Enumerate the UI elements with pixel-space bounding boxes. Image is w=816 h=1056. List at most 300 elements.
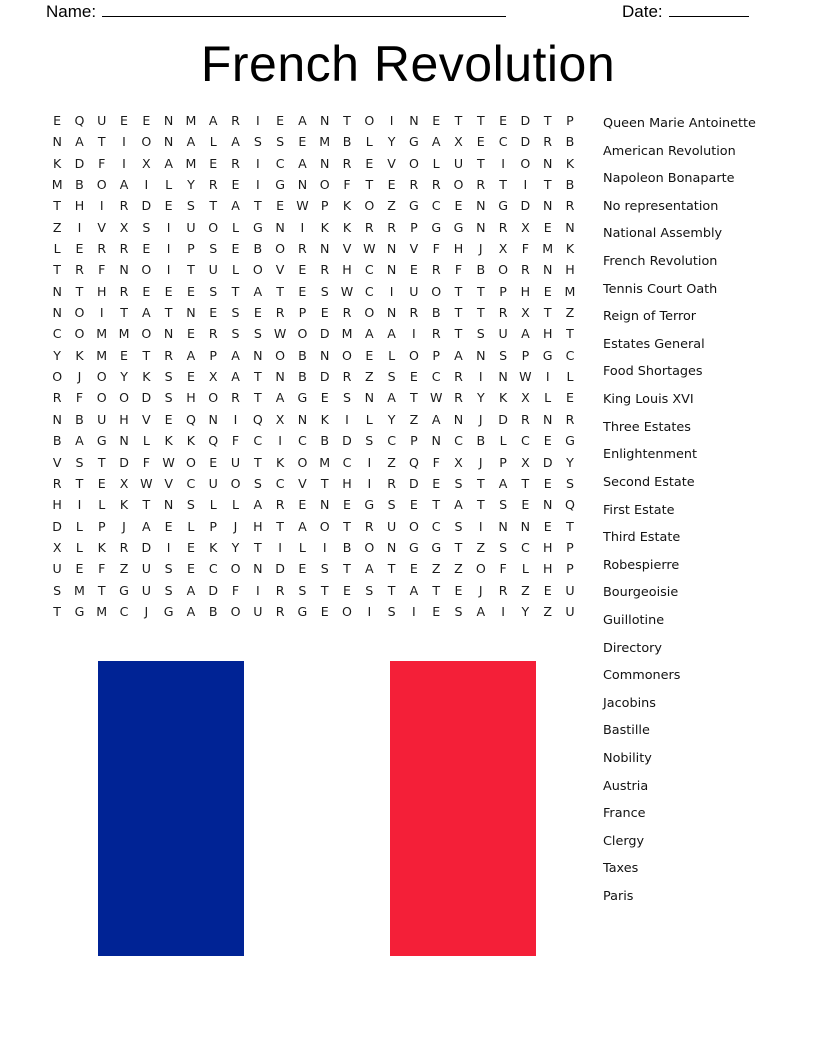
grid-cell[interactable]: S	[343, 390, 351, 406]
grid-cell[interactable]: C	[387, 433, 396, 449]
grid-cell[interactable]: R	[498, 582, 508, 598]
grid-cell[interactable]: V	[97, 219, 107, 235]
grid-cell[interactable]: J	[478, 241, 483, 257]
word-list-item[interactable]: Commoners	[603, 668, 681, 684]
grid-cell[interactable]: H	[542, 539, 553, 555]
grid-cell[interactable]: R	[454, 390, 463, 406]
grid-cell[interactable]: R	[409, 177, 419, 193]
grid-cell[interactable]: M	[118, 326, 130, 342]
word-list-item[interactable]: Bourgeoisie	[603, 585, 679, 601]
grid-cell[interactable]: O	[408, 155, 419, 171]
grid-cell[interactable]: T	[231, 283, 240, 299]
grid-cell[interactable]	[269, 622, 291, 643]
grid-cell[interactable]: T	[343, 518, 351, 534]
grid-cell[interactable]: Y	[566, 454, 574, 470]
grid-cell[interactable]: A	[387, 390, 396, 406]
grid-cell[interactable]: I	[77, 497, 82, 513]
grid-cell[interactable]	[581, 537, 603, 558]
date-write-in-line[interactable]	[669, 2, 749, 17]
grid-cell[interactable]: I	[322, 539, 327, 555]
grid-cell[interactable]: U	[52, 561, 62, 577]
grid-cell[interactable]: K	[565, 155, 575, 171]
grid-cell[interactable]: A	[231, 134, 240, 150]
grid-cell[interactable]: B	[208, 603, 218, 619]
grid-cell[interactable]: H	[342, 475, 352, 491]
grid-cell[interactable]: R	[231, 390, 240, 406]
grid-cell[interactable]: I	[389, 283, 394, 299]
grid-cell[interactable]: N	[386, 539, 397, 555]
grid-cell[interactable]: N	[542, 198, 553, 214]
grid-cell[interactable]: H	[253, 518, 263, 534]
grid-cell[interactable]	[380, 622, 402, 643]
word-list-item[interactable]: Three Estates	[603, 419, 691, 435]
grid-cell[interactable]: A	[454, 347, 463, 363]
word-list-item[interactable]: Reign of Terror	[603, 309, 697, 325]
grid-cell[interactable]: M	[96, 347, 108, 363]
grid-cell[interactable]	[581, 131, 603, 152]
grid-cell[interactable]: K	[97, 539, 106, 555]
grid-cell[interactable]: M	[185, 155, 197, 171]
grid-cell[interactable]: T	[75, 475, 84, 491]
grid-cell[interactable]: S	[387, 497, 396, 513]
grid-cell[interactable]: S	[499, 347, 508, 363]
grid-cell[interactable]: A	[208, 113, 218, 128]
grid-cell[interactable]: G	[297, 603, 308, 619]
grid-cell[interactable]: S	[499, 539, 508, 555]
grid-cell[interactable]: X	[498, 241, 508, 257]
grid-cell[interactable]	[135, 622, 157, 643]
grid-cell[interactable]: S	[276, 134, 285, 150]
grid-cell[interactable]: H	[520, 283, 531, 299]
grid-cell[interactable]: I	[166, 241, 171, 257]
grid-cell[interactable]: A	[231, 198, 240, 214]
grid-cell[interactable]: N	[542, 262, 553, 278]
grid-cell[interactable]: T	[97, 454, 106, 470]
grid-cell[interactable]: P	[432, 347, 440, 363]
grid-cell[interactable]: W	[519, 369, 532, 385]
grid-cell[interactable]: T	[410, 390, 418, 406]
grid-cell[interactable]: I	[122, 155, 126, 171]
grid-cell[interactable]	[581, 323, 603, 344]
grid-cell[interactable]: E	[320, 305, 329, 321]
grid-cell[interactable]: P	[320, 198, 329, 214]
grid-cell[interactable]: S	[142, 219, 151, 235]
grid-cell[interactable]: B	[476, 262, 486, 278]
grid-cell[interactable]: A	[231, 347, 240, 363]
grid-cell[interactable]: R	[52, 390, 62, 406]
grid-cell[interactable]: U	[498, 326, 508, 342]
grid-cell[interactable]: K	[186, 433, 196, 449]
grid-cell[interactable]: D	[141, 390, 152, 406]
grid-cell[interactable]: G	[409, 198, 419, 214]
grid-cell[interactable]: T	[476, 497, 485, 513]
grid-cell[interactable]: B	[565, 134, 575, 150]
grid-cell[interactable]: G	[453, 219, 464, 235]
grid-cell[interactable]: T	[454, 539, 463, 555]
grid-cell[interactable]: X	[521, 454, 530, 470]
grid-cell[interactable]: S	[476, 326, 485, 342]
grid-cell[interactable]: O	[230, 475, 241, 491]
grid-cell[interactable]: E	[298, 134, 307, 150]
grid-cell[interactable]: O	[297, 454, 308, 470]
grid-cell[interactable]: O	[342, 347, 352, 363]
grid-cell[interactable]: X	[208, 369, 218, 385]
grid-cell[interactable]	[581, 345, 603, 366]
grid-cell[interactable]	[202, 622, 224, 643]
grid-cell[interactable]: D	[520, 198, 531, 214]
grid-cell[interactable]: M	[341, 326, 353, 342]
grid-cell[interactable]: R	[208, 177, 218, 193]
grid-cell[interactable]: N	[453, 411, 464, 427]
word-list-item[interactable]: Austria	[603, 778, 649, 794]
grid-cell[interactable]: E	[409, 262, 418, 278]
grid-cell[interactable]: U	[141, 582, 151, 598]
grid-cell[interactable]: I	[367, 454, 372, 470]
grid-cell[interactable]: L	[165, 177, 173, 193]
grid-cell[interactable]: Z	[52, 219, 62, 235]
grid-cell[interactable]: T	[543, 305, 552, 321]
grid-cell[interactable]: P	[410, 219, 418, 235]
grid-cell[interactable]: S	[231, 305, 240, 321]
grid-cell[interactable]: C	[431, 198, 441, 214]
grid-cell[interactable]: T	[343, 113, 351, 128]
grid-cell[interactable]: J	[478, 582, 483, 598]
grid-cell[interactable]: K	[75, 347, 84, 363]
grid-cell[interactable]: T	[543, 177, 552, 193]
grid-cell[interactable]	[581, 153, 603, 174]
grid-cell[interactable]: T	[521, 475, 530, 491]
grid-cell[interactable]: R	[498, 305, 508, 321]
grid-cell[interactable]: R	[231, 155, 240, 171]
grid-cell[interactable]: A	[431, 134, 441, 150]
word-list-item[interactable]: No representation	[603, 198, 719, 214]
grid-cell[interactable]: A	[476, 603, 486, 619]
grid-cell[interactable]	[581, 259, 603, 280]
grid-cell[interactable]: H	[542, 326, 553, 342]
grid-cell[interactable]: R	[431, 262, 441, 278]
grid-cell[interactable]: A	[186, 134, 196, 150]
grid-cell[interactable]	[581, 238, 603, 259]
grid-cell[interactable]: E	[320, 390, 329, 406]
grid-cell[interactable]: Z	[387, 198, 396, 214]
grid-cell[interactable]: R	[342, 155, 352, 171]
grid-cell[interactable]: E	[409, 497, 418, 513]
grid-cell[interactable]: K	[275, 454, 285, 470]
grid-cell[interactable]: O	[96, 177, 107, 193]
grid-cell[interactable]: N	[542, 497, 553, 513]
grid-cell[interactable]: N	[542, 411, 553, 427]
grid-cell[interactable]: W	[140, 475, 153, 491]
grid-cell[interactable]: K	[342, 198, 352, 214]
grid-cell[interactable]: I	[501, 155, 505, 171]
grid-cell[interactable]: N	[253, 561, 263, 577]
grid-cell[interactable]: E	[164, 411, 173, 427]
grid-cell[interactable]: Q	[74, 113, 85, 128]
grid-cell[interactable]: E	[120, 113, 129, 128]
grid-cell[interactable]: R	[387, 475, 396, 491]
grid-cell[interactable]: S	[454, 475, 463, 491]
grid-cell[interactable]: Z	[431, 561, 441, 577]
grid-cell[interactable]: P	[209, 518, 218, 534]
grid-cell[interactable]: E	[209, 155, 218, 171]
grid-cell[interactable]: L	[232, 497, 240, 513]
grid-cell[interactable]: K	[320, 411, 329, 427]
word-list-item[interactable]: Clergy	[603, 833, 645, 849]
grid-cell[interactable]: K	[53, 155, 62, 171]
word-list-item[interactable]: Nobility	[603, 751, 652, 767]
grid-cell[interactable]: R	[431, 326, 441, 342]
grid-cell[interactable]: T	[476, 475, 485, 491]
grid-cell[interactable]: N	[320, 497, 330, 513]
grid-cell[interactable]: D	[342, 433, 352, 449]
grid-cell[interactable]: I	[255, 582, 260, 598]
grid-cell[interactable]: J	[144, 603, 149, 619]
grid-cell[interactable]: O	[96, 369, 107, 385]
grid-cell[interactable]	[314, 622, 336, 643]
grid-cell[interactable]: T	[454, 283, 463, 299]
grid-cell[interactable]: T	[142, 347, 151, 363]
grid-cell[interactable]: M	[185, 113, 197, 128]
grid-cell[interactable]: B	[75, 177, 84, 193]
grid-cell[interactable]: I	[478, 369, 483, 385]
grid-cell[interactable]: E	[164, 198, 173, 214]
grid-cell[interactable]: E	[543, 283, 552, 299]
grid-cell[interactable]: D	[319, 369, 330, 385]
grid-cell[interactable]: I	[389, 113, 394, 128]
grid-cell[interactable]	[581, 622, 603, 643]
grid-cell[interactable]: E	[97, 475, 106, 491]
grid-cell[interactable]: N	[163, 326, 174, 342]
grid-cell[interactable]	[537, 622, 559, 643]
grid-cell[interactable]: W	[429, 390, 443, 406]
grid-cell[interactable]: C	[565, 347, 575, 363]
grid-cell[interactable]: G	[431, 219, 442, 235]
grid-cell[interactable]: I	[278, 433, 282, 449]
grid-cell[interactable]: H	[97, 283, 107, 299]
grid-cell[interactable]: K	[498, 390, 508, 406]
grid-cell[interactable]: H	[186, 390, 196, 406]
grid-cell[interactable]: Q	[408, 454, 419, 470]
grid-cell[interactable]: E	[75, 561, 84, 577]
grid-cell[interactable]: M	[564, 283, 576, 299]
grid-cell[interactable]: X	[275, 411, 285, 427]
grid-cell[interactable]: E	[186, 561, 195, 577]
grid-cell[interactable]: T	[97, 134, 106, 150]
grid-cell[interactable]: I	[545, 369, 550, 385]
grid-cell[interactable]: Z	[364, 369, 374, 385]
grid-cell[interactable]: S	[253, 475, 262, 491]
grid-cell[interactable]: N	[386, 241, 397, 257]
grid-cell[interactable]: E	[298, 497, 307, 513]
grid-cell[interactable]: V	[275, 262, 285, 278]
grid-cell[interactable]: N	[297, 177, 308, 193]
grid-cell[interactable]: A	[364, 326, 374, 342]
grid-cell[interactable]: W	[296, 198, 309, 214]
grid-cell[interactable]	[68, 622, 90, 643]
grid-cell[interactable]: Z	[409, 411, 419, 427]
grid-cell[interactable]: E	[53, 113, 62, 128]
grid-cell[interactable]: N	[275, 219, 285, 235]
grid-cell[interactable]: B	[75, 411, 84, 427]
grid-cell[interactable]: R	[409, 305, 419, 321]
grid-cell[interactable]: P	[499, 283, 507, 299]
grid-cell[interactable]: X	[119, 219, 129, 235]
grid-cell[interactable]	[581, 387, 603, 408]
grid-cell[interactable]: A	[498, 475, 508, 491]
grid-cell[interactable]: T	[75, 283, 84, 299]
grid-cell[interactable]: E	[476, 134, 485, 150]
grid-cell[interactable]: L	[388, 347, 396, 363]
grid-cell[interactable]: I	[166, 539, 171, 555]
grid-cell[interactable]: H	[52, 497, 62, 513]
grid-cell[interactable]: T	[566, 518, 574, 534]
grid-cell[interactable]: R	[543, 134, 553, 150]
grid-cell[interactable]: E	[142, 283, 151, 299]
grid-cell[interactable]: T	[365, 177, 374, 193]
grid-cell[interactable]: T	[276, 518, 284, 534]
grid-cell[interactable]: Z	[387, 454, 396, 470]
grid-cell[interactable]: O	[208, 219, 219, 235]
grid-cell[interactable]: L	[365, 134, 373, 150]
grid-cell[interactable]	[581, 174, 603, 195]
grid-cell[interactable]: O	[408, 518, 419, 534]
grid-cell[interactable]: P	[298, 305, 307, 321]
grid-cell[interactable]: E	[142, 241, 151, 257]
grid-cell[interactable]: E	[320, 603, 329, 619]
grid-cell[interactable]: C	[431, 369, 441, 385]
grid-cell[interactable]: I	[255, 177, 260, 193]
grid-cell[interactable]: A	[142, 305, 151, 321]
grid-cell[interactable]	[581, 580, 603, 601]
grid-cell[interactable]: G	[74, 603, 85, 619]
grid-cell[interactable]: K	[342, 219, 352, 235]
grid-cell[interactable]: P	[499, 454, 507, 470]
grid-cell[interactable]: N	[208, 411, 218, 427]
grid-cell[interactable]: I	[77, 219, 82, 235]
grid-cell[interactable]: D	[520, 113, 531, 128]
grid-cell[interactable]	[336, 622, 358, 643]
grid-cell[interactable]: L	[142, 433, 150, 449]
grid-cell[interactable]: H	[342, 262, 352, 278]
grid-cell[interactable]: U	[409, 283, 419, 299]
grid-cell[interactable]: R	[275, 497, 285, 513]
grid-cell[interactable]: T	[53, 198, 61, 214]
grid-cell[interactable]: E	[387, 177, 396, 193]
grid-cell[interactable]: R	[565, 198, 575, 214]
grid-cell[interactable]: E	[409, 369, 418, 385]
grid-cell[interactable]: X	[454, 134, 463, 150]
grid-cell[interactable]: X	[119, 475, 129, 491]
grid-cell[interactable]: E	[120, 347, 129, 363]
grid-cell[interactable]: C	[275, 155, 285, 171]
grid-cell[interactable]: T	[343, 561, 351, 577]
grid-cell[interactable]	[581, 366, 603, 387]
grid-cell[interactable]: A	[186, 347, 196, 363]
grid-cell[interactable]: T	[253, 454, 262, 470]
grid-cell[interactable]: S	[454, 518, 463, 534]
grid-cell[interactable]: N	[163, 497, 174, 513]
grid-cell[interactable]: N	[431, 433, 441, 449]
grid-cell[interactable]: U	[97, 411, 107, 427]
grid-cell[interactable]: L	[232, 219, 240, 235]
grid-cell[interactable]: F	[98, 561, 106, 577]
grid-cell[interactable]: P	[97, 518, 106, 534]
grid-cell[interactable]: E	[432, 113, 441, 128]
grid-cell[interactable]: N	[52, 283, 62, 299]
word-list-item[interactable]: Jacobins	[603, 695, 656, 711]
grid-cell[interactable]	[581, 409, 603, 430]
grid-cell[interactable]: O	[52, 369, 63, 385]
grid-cell[interactable]: I	[122, 134, 126, 150]
grid-cell[interactable]: A	[298, 113, 307, 128]
grid-cell[interactable]: L	[566, 369, 574, 385]
grid-cell[interactable]: N	[186, 305, 196, 321]
grid-cell[interactable]: E	[186, 369, 195, 385]
grid-cell[interactable]: D	[74, 155, 85, 171]
word-list-item[interactable]: France	[603, 806, 646, 822]
grid-cell[interactable]: V	[342, 241, 352, 257]
grid-cell[interactable]: E	[298, 262, 307, 278]
grid-cell[interactable]: T	[276, 283, 284, 299]
grid-cell[interactable]: F	[432, 241, 440, 257]
grid-cell[interactable]: B	[320, 433, 330, 449]
grid-cell[interactable]: A	[298, 518, 307, 534]
grid-cell[interactable]: L	[298, 539, 306, 555]
grid-cell[interactable]: O	[364, 113, 375, 128]
grid-cell[interactable]: E	[209, 305, 218, 321]
grid-cell[interactable]: Z	[543, 603, 552, 619]
grid-cell[interactable]: J	[478, 454, 483, 470]
grid-cell[interactable]: O	[252, 262, 263, 278]
grid-cell[interactable]: E	[186, 326, 195, 342]
grid-cell[interactable]: S	[365, 582, 374, 598]
grid-cell[interactable]: O	[319, 518, 330, 534]
grid-cell[interactable]: I	[255, 113, 260, 128]
grid-cell[interactable]: E	[565, 390, 574, 406]
grid-cell[interactable]: I	[345, 411, 349, 427]
grid-cell[interactable]: S	[298, 582, 307, 598]
grid-cell[interactable]: T	[253, 198, 262, 214]
grid-cell[interactable]: T	[53, 262, 61, 278]
grid-cell[interactable]: E	[276, 113, 285, 128]
grid-cell[interactable]	[581, 601, 603, 622]
grid-cell[interactable]: N	[52, 411, 62, 427]
grid-cell[interactable]: Z	[476, 539, 486, 555]
grid-cell[interactable]: C	[520, 433, 530, 449]
grid-cell[interactable]: T	[97, 582, 106, 598]
grid-cell[interactable]: K	[209, 539, 218, 555]
word-list-item[interactable]: National Assembly	[603, 226, 723, 242]
word-list-item[interactable]: Third Estate	[603, 530, 681, 546]
grid-cell[interactable]: O	[408, 347, 419, 363]
grid-cell[interactable]: A	[253, 283, 263, 299]
grid-cell[interactable]: G	[542, 347, 553, 363]
grid-cell[interactable]: C	[52, 326, 62, 342]
grid-cell[interactable]: L	[98, 497, 106, 513]
grid-cell[interactable]: R	[498, 219, 508, 235]
word-list-item[interactable]: Bastille	[603, 723, 650, 739]
grid-cell[interactable]: G	[96, 433, 107, 449]
grid-cell[interactable]: E	[499, 113, 508, 128]
grid-cell[interactable]: T	[164, 305, 173, 321]
grid-cell[interactable]: N	[163, 134, 174, 150]
grid-cell[interactable]: R	[119, 241, 129, 257]
grid-cell[interactable]: F	[343, 177, 351, 193]
grid-cell[interactable]: L	[187, 518, 195, 534]
grid-cell[interactable]: E	[343, 497, 351, 513]
grid-cell[interactable]: O	[475, 561, 486, 577]
grid-cell[interactable]: V	[298, 475, 307, 491]
